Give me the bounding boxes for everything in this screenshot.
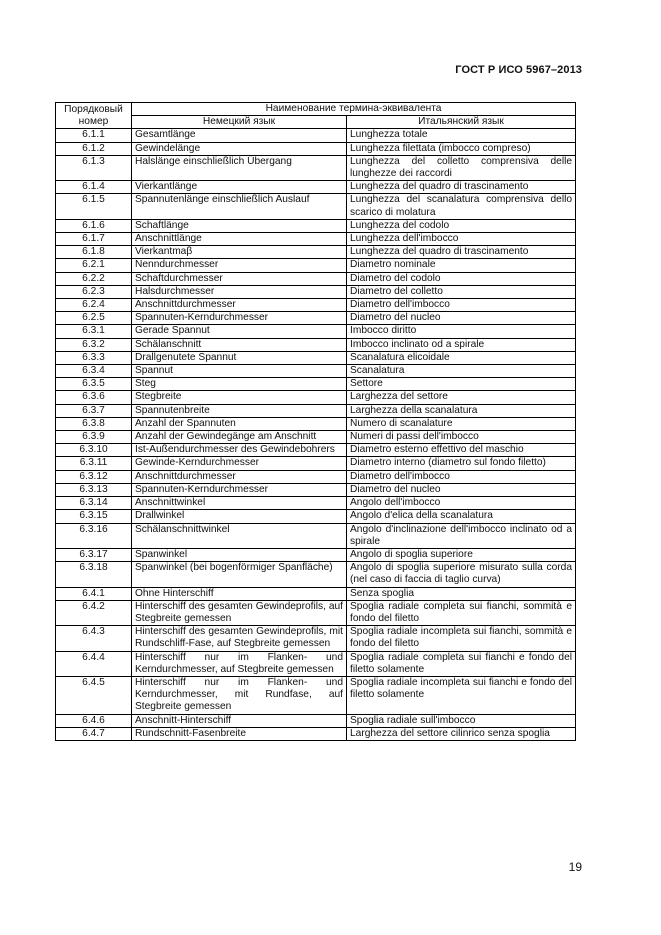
table-row bbox=[56, 378, 576, 391]
term-number: 6.1.7 bbox=[56, 233, 132, 246]
term-number: 6.3.14 bbox=[56, 497, 132, 510]
german-term: Anschnitt-Hinterschiff bbox=[132, 714, 347, 727]
german-term: Spannuten-Kerndurchmesser bbox=[132, 312, 347, 325]
term-number: 6.2.4 bbox=[56, 299, 132, 312]
table-subheader-row bbox=[56, 116, 576, 129]
german-term: Anzahl der Spannuten bbox=[132, 417, 347, 430]
italian-term: Scanalatura bbox=[347, 365, 576, 378]
german-term: Vierkantmaβ bbox=[132, 246, 347, 259]
term-number: 6.3.1 bbox=[56, 325, 132, 338]
german-term: Hinterschiff nur im Flanken- und Kerndurchmesser, mit Rundfase, auf Stegbreite gemessen bbox=[132, 676, 347, 714]
german-term: Hinterschiff des gesamten Gewindeprofils, mit Rundschliff-Fase, auf Stegbreite gemessen bbox=[132, 626, 347, 651]
italian-term: Lunghezza filettata (imbocco compreso) bbox=[347, 142, 576, 155]
table-header-row bbox=[56, 103, 576, 116]
terms-table bbox=[55, 102, 576, 741]
table-row bbox=[56, 562, 576, 587]
german-term: Stegbreite bbox=[132, 391, 347, 404]
term-number: 6.4.6 bbox=[56, 714, 132, 727]
table-row bbox=[56, 651, 576, 676]
term-number: 6.3.11 bbox=[56, 457, 132, 470]
term-number: 6.2.5 bbox=[56, 312, 132, 325]
term-number: 6.4.1 bbox=[56, 587, 132, 600]
italian-term: Diametro nominale bbox=[347, 259, 576, 272]
table-row bbox=[56, 155, 576, 180]
german-term: Nenndurchmesser bbox=[132, 259, 347, 272]
german-term: Gewindelänge bbox=[132, 142, 347, 155]
term-number: 6.3.12 bbox=[56, 470, 132, 483]
german-term: Anschnittdurchmesser bbox=[132, 470, 347, 483]
italian-term: Diametro dell'imbocco bbox=[347, 299, 576, 312]
term-number: 6.4.4 bbox=[56, 651, 132, 676]
table-row bbox=[56, 483, 576, 496]
german-term: Gerade Spannut bbox=[132, 325, 347, 338]
italian-term: Spoglia radiale incompleta sui fianchi, sommità e fondo del filetto bbox=[347, 626, 576, 651]
german-term: Spannuten-Kerndurchmesser bbox=[132, 483, 347, 496]
italian-term: Angolo dell'imbocco bbox=[347, 497, 576, 510]
german-term: Hinterschiff des gesamten Gewindeprofils, auf Stegbreite gemessen bbox=[132, 600, 347, 625]
term-number: 6.3.8 bbox=[56, 417, 132, 430]
term-number: 6.2.1 bbox=[56, 259, 132, 272]
term-number: 6.3.6 bbox=[56, 391, 132, 404]
german-term: Rundschnitt-Fasenbreite bbox=[132, 727, 347, 740]
italian-term: Larghezza della scanalatura bbox=[347, 404, 576, 417]
header-number: Порядковый номер bbox=[56, 103, 132, 129]
german-term: Anzahl der Gewindegänge am Anschnitt bbox=[132, 431, 347, 444]
term-number: 6.1.6 bbox=[56, 219, 132, 232]
term-number: 6.3.3 bbox=[56, 351, 132, 364]
table-row bbox=[56, 325, 576, 338]
term-number: 6.4.3 bbox=[56, 626, 132, 651]
german-term: Steg bbox=[132, 378, 347, 391]
italian-term: Spoglia radiale sull'imbocco bbox=[347, 714, 576, 727]
italian-term: Imbocco diritto bbox=[347, 325, 576, 338]
table-row bbox=[56, 510, 576, 523]
term-number: 6.2.3 bbox=[56, 285, 132, 298]
italian-term: Diametro del colletto bbox=[347, 285, 576, 298]
german-term: Spanwinkel (bei bogenförmiger Spanfläche) bbox=[132, 562, 347, 587]
italian-term: Larghezza del settore cilinrico senza spoglia bbox=[347, 727, 576, 740]
italian-term: Scanalatura elicoidale bbox=[347, 351, 576, 364]
german-term: Spanwinkel bbox=[132, 548, 347, 561]
german-term: Spannutenlänge einschließlich Auslauf bbox=[132, 194, 347, 219]
table-row bbox=[56, 676, 576, 714]
table-row bbox=[56, 523, 576, 548]
italian-term: Angolo d'inclinazione dell'imbocco inclinato od a spirale bbox=[347, 523, 576, 548]
italian-term: Diametro interno (diametro sul fondo filetto) bbox=[347, 457, 576, 470]
italian-term: Lunghezza totale bbox=[347, 129, 576, 142]
table-row bbox=[56, 181, 576, 194]
term-number: 6.2.2 bbox=[56, 272, 132, 285]
table-row bbox=[56, 351, 576, 364]
table-row bbox=[56, 727, 576, 740]
german-term: Spannutenbreite bbox=[132, 404, 347, 417]
term-number: 6.1.2 bbox=[56, 142, 132, 155]
table-row bbox=[56, 391, 576, 404]
italian-term: Lunghezza del scanalatura comprensiva dello scarico di molatura bbox=[347, 194, 576, 219]
table-row bbox=[56, 312, 576, 325]
page-number: 19 bbox=[568, 860, 582, 874]
term-number: 6.3.2 bbox=[56, 338, 132, 351]
german-term: Drallgenutete Spannut bbox=[132, 351, 347, 364]
italian-term: Angolo d'elica della scanalatura bbox=[347, 510, 576, 523]
italian-term: Larghezza del settore bbox=[347, 391, 576, 404]
table-row bbox=[56, 142, 576, 155]
italian-term: Lunghezza dell'imbocco bbox=[347, 233, 576, 246]
italian-term: Diametro del nucleo bbox=[347, 483, 576, 496]
german-term: Gesamtlänge bbox=[132, 129, 347, 142]
term-number: 6.3.10 bbox=[56, 444, 132, 457]
table-row bbox=[56, 233, 576, 246]
header-italian: Итальянский язык bbox=[347, 116, 576, 129]
term-number: 6.1.8 bbox=[56, 246, 132, 259]
table-body bbox=[56, 129, 576, 741]
table-row bbox=[56, 246, 576, 259]
table-row bbox=[56, 299, 576, 312]
table-row bbox=[56, 194, 576, 219]
table-row bbox=[56, 431, 576, 444]
term-number: 6.1.3 bbox=[56, 155, 132, 180]
italian-term: Spoglia radiale completa sui fianchi, sommità e fondo del filetto bbox=[347, 600, 576, 625]
term-number: 6.3.4 bbox=[56, 365, 132, 378]
italian-term: Lunghezza del quadro di trascinamento bbox=[347, 181, 576, 194]
table-row bbox=[56, 338, 576, 351]
italian-term: Spoglia radiale incompleta sui fianchi e fondo del filetto solamente bbox=[347, 676, 576, 714]
italian-term: Senza spoglia bbox=[347, 587, 576, 600]
table-row bbox=[56, 272, 576, 285]
table-row bbox=[56, 404, 576, 417]
german-term: Anschnittlänge bbox=[132, 233, 347, 246]
german-term: Hinterschiff nur im Flanken- und Kerndurchmesser, auf Stegbreite gemessen bbox=[132, 651, 347, 676]
italian-term: Diametro del codolo bbox=[347, 272, 576, 285]
italian-term: Lunghezza del quadro di trascinamento bbox=[347, 246, 576, 259]
german-term: Schälanschnittwinkel bbox=[132, 523, 347, 548]
table-row bbox=[56, 444, 576, 457]
table-row bbox=[56, 548, 576, 561]
italian-term: Spoglia radiale completa sui fianchi e fondo del filetto solamente bbox=[347, 651, 576, 676]
table-row bbox=[56, 259, 576, 272]
term-number: 6.3.16 bbox=[56, 523, 132, 548]
term-number: 6.4.2 bbox=[56, 600, 132, 625]
italian-term: Angolo di spoglia superiore misurato sulla corda (nel caso di faccia di taglio curva) bbox=[347, 562, 576, 587]
german-term: Schälanschnitt bbox=[132, 338, 347, 351]
italian-term: Numero di scanalature bbox=[347, 417, 576, 430]
italian-term: Lunghezza del codolo bbox=[347, 219, 576, 232]
table-row bbox=[56, 626, 576, 651]
term-number: 6.4.5 bbox=[56, 676, 132, 714]
italian-term: Diametro esterno effettivo del maschio bbox=[347, 444, 576, 457]
italian-term: Diametro dell'imbocco bbox=[347, 470, 576, 483]
german-term: Ist-Außendurchmesser des Gewindebohrers bbox=[132, 444, 347, 457]
table-row bbox=[56, 600, 576, 625]
term-number: 6.3.18 bbox=[56, 562, 132, 587]
table-row bbox=[56, 285, 576, 298]
german-term: Anschnittwinkel bbox=[132, 497, 347, 510]
term-number: 6.3.7 bbox=[56, 404, 132, 417]
german-term: Halslänge einschließlich Übergang bbox=[132, 155, 347, 180]
italian-term: Imbocco inclinato od a spirale bbox=[347, 338, 576, 351]
italian-term: Angolo di spoglia superiore bbox=[347, 548, 576, 561]
german-term: Halsdurchmesser bbox=[132, 285, 347, 298]
german-term: Gewinde-Kerndurchmesser bbox=[132, 457, 347, 470]
table-row bbox=[56, 457, 576, 470]
term-number: 6.3.5 bbox=[56, 378, 132, 391]
table-row bbox=[56, 587, 576, 600]
term-number: 6.3.13 bbox=[56, 483, 132, 496]
german-term: Ohne Hinterschiff bbox=[132, 587, 347, 600]
italian-term: Diametro del nucleo bbox=[347, 312, 576, 325]
header-german: Немецкий язык bbox=[132, 116, 347, 129]
term-number: 6.3.9 bbox=[56, 431, 132, 444]
document-code: ГОСТ Р ИСО 5967–2013 bbox=[455, 64, 582, 76]
term-number: 6.1.5 bbox=[56, 194, 132, 219]
german-term: Anschnittdurchmesser bbox=[132, 299, 347, 312]
german-term: Schaftlänge bbox=[132, 219, 347, 232]
italian-term: Numeri di passi dell'imbocco bbox=[347, 431, 576, 444]
term-number: 6.4.7 bbox=[56, 727, 132, 740]
german-term: Schaftdurchmesser bbox=[132, 272, 347, 285]
term-number: 6.3.15 bbox=[56, 510, 132, 523]
italian-term: Settore bbox=[347, 378, 576, 391]
table-row bbox=[56, 470, 576, 483]
table-row bbox=[56, 129, 576, 142]
italian-term: Lunghezza del colletto comprensiva delle lunghezze dei raccordi bbox=[347, 155, 576, 180]
term-number: 6.3.17 bbox=[56, 548, 132, 561]
table-row bbox=[56, 714, 576, 727]
table-row bbox=[56, 417, 576, 430]
german-term: Drallwinkel bbox=[132, 510, 347, 523]
table-row bbox=[56, 365, 576, 378]
table-row bbox=[56, 497, 576, 510]
german-term: Vierkantlänge bbox=[132, 181, 347, 194]
term-number: 6.1.4 bbox=[56, 181, 132, 194]
table-row bbox=[56, 219, 576, 232]
header-equivalent-term: Наименование термина-эквивалента bbox=[132, 103, 576, 116]
german-term: Spannut bbox=[132, 365, 347, 378]
term-number: 6.1.1 bbox=[56, 129, 132, 142]
